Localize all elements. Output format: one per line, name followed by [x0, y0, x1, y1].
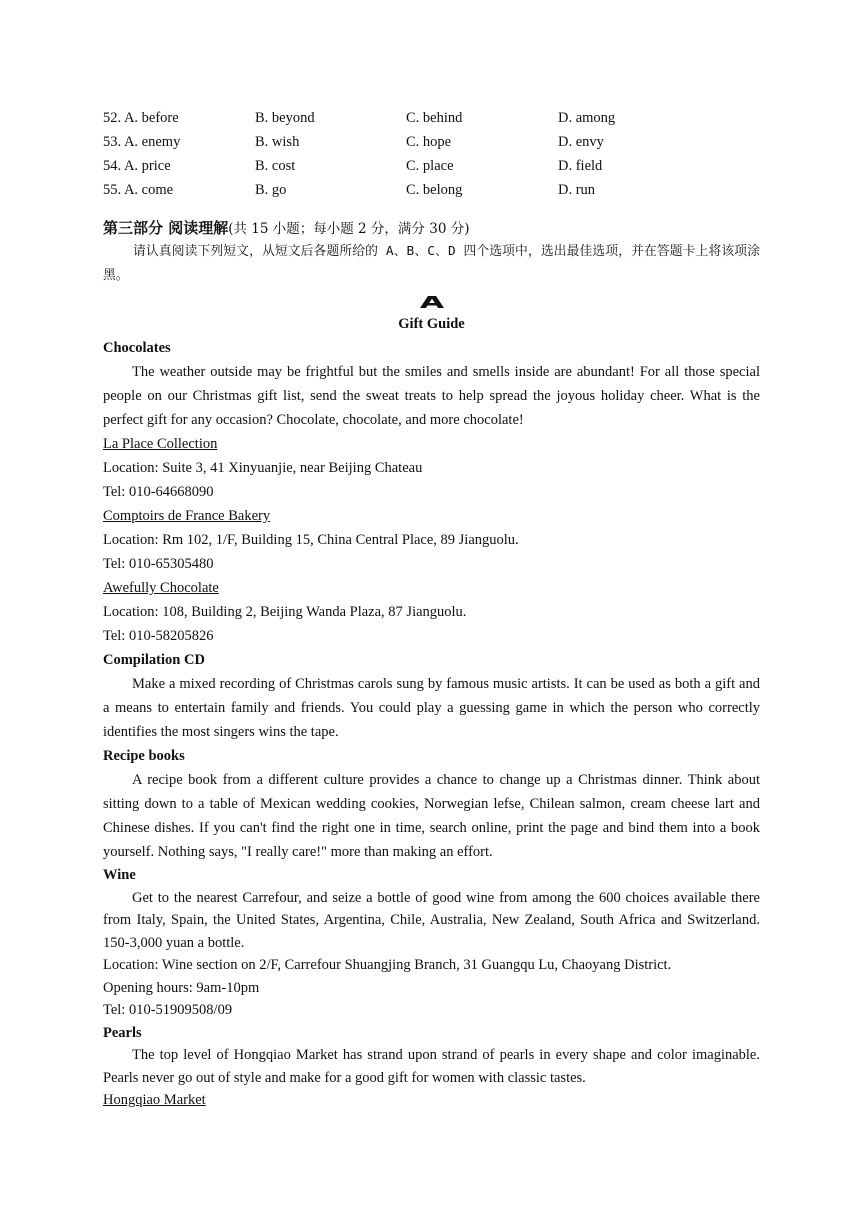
option-d: D. among	[558, 110, 616, 126]
option-row-54	[103, 154, 760, 178]
heading-compilation-cd: Compilation CD	[103, 652, 205, 668]
heading-pearls: Pearls	[103, 1024, 142, 1041]
section-instruction: 请认真阅读下列短文，从短文后各题所给的 A、B、C、D 四个选项中，选出最佳选项，并在答题卡上将该项涂黑。	[103, 244, 760, 283]
chocolates-paragraph: The weather outside may be frightful but the smiles and smells inside are abundant! For all those special people on our Christmas gift list, send the sweat treats to help spread the joyous holiday cheer. What is the perfect gift for any occasion? Chocolate, chocolate, and more chocolate!	[103, 364, 760, 428]
heading-wine: Wine	[103, 867, 136, 883]
shop-tel: Tel: 010-64668090	[103, 484, 214, 500]
option-d: D. run	[558, 182, 596, 198]
wine-tel: Tel: 010-51909508/09	[103, 1002, 233, 1018]
option-a: 54. A. price	[103, 158, 171, 174]
pearls-paragraph: The top level of Hongqiao Market has strand upon strand of pearls in every shape and color imaginable. Pearls never go out of style and make for a good gift for women with classic tastes.	[103, 1047, 760, 1086]
part-letter	[103, 290, 760, 312]
option-d: D. envy	[558, 134, 604, 150]
option-row-53	[103, 130, 760, 154]
shop-location: Location: Rm 102, 1/F, Building 15, China Central Place, 89 Jianguolu.	[103, 532, 519, 548]
passage-title: Gift Guide	[398, 316, 465, 332]
heading-recipe-books: Recipe books	[103, 748, 185, 764]
option-b: B. beyond	[255, 110, 315, 126]
option-row-55	[103, 178, 760, 202]
wine-paragraph: Get to the nearest Carrefour, and seize a bottle of good wine from among the 600 choices available there from Italy, Spain, the United States, Argentina, Chile, Australia, New Zealand, South Africa and Switzerland. 150-3,000 yuan a bottle.	[103, 889, 760, 951]
option-d: D. field	[558, 158, 603, 174]
cd-paragraph: Make a mixed recording of Christmas carols sung by famous music artists. It can be used as both a gift and a means to entertain family and friends. You could play a guessing game in which the person who correctly identifies the most singers wins the tape.	[103, 676, 760, 740]
wine-hours: Opening hours: 9am-10pm	[103, 979, 260, 996]
section-score-note: (共 15 小题；每小题 2 分，满分 30 分)	[228, 221, 470, 237]
shop-name: La Place Collection	[103, 436, 218, 452]
section-title: 第三部分 阅读理解	[103, 219, 229, 237]
option-c: C. hope	[406, 134, 452, 150]
option-a: 55. A. come	[103, 182, 174, 198]
part-letter-glyph	[419, 295, 445, 309]
option-a: 52. A. before	[103, 110, 179, 126]
shop-location: Location: 108, Building 2, Beijing Wanda Plaza, 87 Jianguolu.	[103, 604, 467, 620]
option-c: C. place	[406, 158, 454, 174]
shop-tel: Tel: 010-58205826	[103, 628, 214, 644]
shop-location: Location: Suite 3, 41 Xinyuanjie, near Beijing Chateau	[103, 460, 423, 476]
exam-page	[103, 106, 760, 1112]
option-b: B. go	[255, 182, 287, 198]
heading-chocolates: Chocolates	[103, 340, 171, 356]
option-a: 53. A. enemy	[103, 134, 181, 150]
shop-tel: Tel: 010-65305480	[103, 556, 214, 572]
option-b: B. cost	[255, 158, 296, 174]
option-b: B. wish	[255, 134, 300, 150]
section-heading	[103, 216, 760, 240]
wine-location: Location: Wine section on 2/F, Carrefour Shuangjing Branch, 31 Guangqu Lu, Chaoyang District.	[103, 957, 672, 973]
shop-name: Hongqiao Market	[103, 1092, 206, 1108]
option-c: C. belong	[406, 182, 463, 198]
shop-name: Comptoirs de France Bakery	[103, 508, 271, 524]
option-row-52	[103, 106, 760, 130]
option-c: C. behind	[406, 110, 463, 126]
lower-block	[103, 864, 760, 1112]
recipe-paragraph: A recipe book from a different culture provides a chance to change up a Christmas dinner. Think about sitting down to a table of Mexican wedding cookies, Norwegian lefse, Chilean salmon, cream cheese lart and Chinese dishes. If you can't find the right one in time, search online, print the page and bind them into a book yourself. Nothing says, "I really care!" more than making an effort.	[103, 772, 760, 860]
answer-options	[103, 106, 760, 202]
shop-name: Awefully Chocolate	[103, 580, 219, 596]
